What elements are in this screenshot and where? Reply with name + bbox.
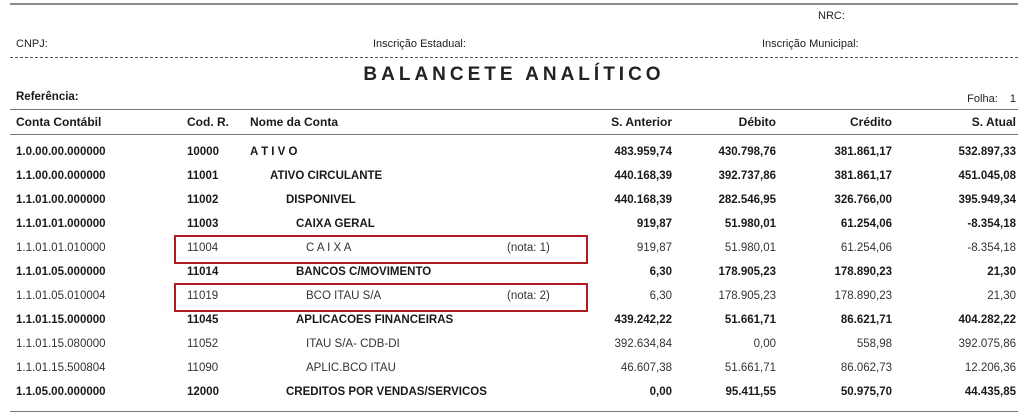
- col-s-anterior: S. Anterior: [611, 115, 672, 129]
- cod-r-cell: 12000: [187, 386, 219, 398]
- col-credito: Crédito: [850, 115, 892, 129]
- col-nome-da-conta: Nome da Conta: [250, 115, 339, 129]
- table-row: [10, 382, 1018, 406]
- report-title: BALANCETE ANALÍTICO: [363, 64, 665, 85]
- s-atual-cell: -8.354,18: [967, 242, 1016, 254]
- cod-r-cell: 11052: [187, 338, 219, 350]
- nome-da-conta-cell: ATIVO CIRCULANTE: [270, 170, 383, 182]
- col-conta-contabil: Conta Contábil: [16, 115, 102, 129]
- top-rule: [10, 3, 1018, 5]
- nome-da-conta-cell: DISPONIVEL: [286, 194, 356, 206]
- conta-contabil-cell: 1.1.01.05.010004: [16, 290, 106, 302]
- s-anterior-cell: 392.634,84: [614, 338, 672, 350]
- conta-contabil-cell: 1.1.01.01.010000: [16, 242, 106, 254]
- folha-indicator: [967, 93, 1016, 105]
- conta-contabil-cell: 1.1.01.05.000000: [16, 266, 106, 278]
- conta-contabil-cell: 1.1.01.00.000000: [16, 194, 106, 206]
- report-page: [10, 0, 1018, 417]
- conta-contabil-cell: 1.0.00.00.000000: [16, 146, 106, 158]
- conta-contabil-cell: 1.1.01.15.000000: [16, 314, 106, 326]
- debito-cell: 51.980,01: [724, 242, 776, 254]
- s-atual-cell: -8.354,18: [967, 218, 1016, 230]
- nome-da-conta-cell: APLIC.BCO ITAU: [306, 362, 396, 374]
- nome-da-conta-cell: BCO ITAU S/A: [306, 290, 382, 302]
- debito-cell: 0,00: [753, 338, 776, 350]
- s-anterior-cell: 46.607,38: [620, 362, 672, 374]
- s-anterior-cell: 440.168,39: [614, 170, 672, 182]
- cod-r-cell: 11001: [187, 170, 219, 182]
- header-bottom-rule: [10, 134, 1018, 135]
- s-anterior-cell: 919,87: [636, 242, 672, 254]
- nome-da-conta-cell: C A I X A: [306, 242, 352, 254]
- conta-contabil-cell: 1.1.01.15.080000: [16, 338, 106, 350]
- cod-r-cell: 11002: [187, 194, 219, 206]
- cod-r-cell: 11003: [187, 218, 219, 230]
- table-row: [10, 334, 1018, 358]
- col-cod-r: Cod. R.: [187, 115, 229, 129]
- folha-label: Folha:: [967, 93, 998, 105]
- debito-cell: 282.546,95: [718, 194, 776, 206]
- nome-da-conta-cell: BANCOS C/MOVIMENTO: [296, 266, 432, 278]
- table-row: [10, 190, 1018, 214]
- s-atual-cell: 392.075,86: [958, 338, 1016, 350]
- s-anterior-cell: 0,00: [649, 386, 672, 398]
- nome-da-conta-cell: A T I V O: [250, 146, 298, 158]
- s-anterior-cell: 483.959,74: [614, 146, 672, 158]
- col-debito: Débito: [738, 115, 776, 129]
- credito-cell: 558,98: [856, 338, 892, 350]
- debito-cell: 430.798,76: [718, 146, 776, 158]
- credito-cell: 86.062,73: [840, 362, 892, 374]
- credito-cell: 86.621,71: [840, 314, 892, 326]
- conta-contabil-cell: 1.1.01.15.500804: [16, 362, 106, 374]
- debito-cell: 51.661,71: [724, 314, 776, 326]
- bottom-rule: [10, 411, 1018, 412]
- cod-r-cell: 11019: [187, 290, 219, 302]
- folha-value: 1: [1009, 93, 1016, 105]
- referencia-label: Referência:: [16, 91, 79, 103]
- table-row: [10, 286, 1018, 310]
- debito-cell: 178.905,23: [718, 266, 776, 278]
- cod-r-cell: 11090: [187, 362, 219, 374]
- nome-da-conta-cell: CREDITOS POR VENDAS/SERVICOS: [286, 386, 487, 398]
- table-row: [10, 310, 1018, 334]
- s-anterior-cell: 440.168,39: [614, 194, 672, 206]
- table-row: [10, 358, 1018, 382]
- nota-cell: (nota: 1): [507, 242, 550, 254]
- nota-cell: (nota: 2): [507, 290, 550, 302]
- credito-cell: 61.254,06: [840, 218, 892, 230]
- debito-cell: 392.737,86: [718, 170, 776, 182]
- nome-da-conta-cell: APLICACOES FINANCEIRAS: [296, 314, 454, 326]
- nrc-label: NRC:: [818, 10, 845, 22]
- cod-r-cell: 11014: [187, 266, 219, 278]
- nome-da-conta-cell: ITAU S/A- CDB-DI: [306, 338, 400, 350]
- credito-cell: 178.890,23: [834, 266, 892, 278]
- credito-cell: 381.861,17: [834, 146, 892, 158]
- s-atual-cell: 44.435,85: [964, 386, 1016, 398]
- s-atual-cell: 404.282,22: [958, 314, 1016, 326]
- credito-cell: 178.890,23: [834, 290, 892, 302]
- inscricao-municipal-label: Inscrição Municipal:: [762, 38, 859, 50]
- credito-cell: 381.861,17: [834, 170, 892, 182]
- s-atual-cell: 12.206,36: [964, 362, 1016, 374]
- s-atual-cell: 21,30: [987, 266, 1016, 278]
- dashed-divider: [10, 57, 1018, 58]
- s-anterior-cell: 919,87: [636, 218, 672, 230]
- credito-cell: 61.254,06: [840, 242, 892, 254]
- table-row: [10, 238, 1018, 262]
- table-row: [10, 142, 1018, 166]
- table-row: [10, 166, 1018, 190]
- s-anterior-cell: 6,30: [649, 290, 672, 302]
- highlight-box: [174, 235, 588, 264]
- s-atual-cell: 21,30: [987, 290, 1016, 302]
- credito-cell: 326.766,00: [834, 194, 892, 206]
- debito-cell: 51.980,01: [724, 218, 776, 230]
- debito-cell: 178.905,23: [718, 290, 776, 302]
- s-atual-cell: 451.045,08: [958, 170, 1016, 182]
- s-anterior-cell: 6,30: [649, 266, 672, 278]
- cnpj-label: CNPJ:: [16, 38, 48, 50]
- conta-contabil-cell: 1.1.01.01.000000: [16, 218, 106, 230]
- debito-cell: 95.411,55: [725, 386, 776, 398]
- nome-da-conta-cell: CAIXA GERAL: [296, 218, 375, 230]
- conta-contabil-cell: 1.1.00.00.000000: [16, 170, 106, 182]
- header-top-rule: [10, 109, 1018, 110]
- s-anterior-cell: 439.242,22: [614, 314, 672, 326]
- debito-cell: 51.661,71: [724, 362, 776, 374]
- conta-contabil-cell: 1.1.05.00.000000: [16, 386, 106, 398]
- cod-r-cell: 10000: [187, 146, 219, 158]
- s-atual-cell: 395.949,34: [958, 194, 1016, 206]
- highlight-box: [174, 283, 588, 312]
- s-atual-cell: 532.897,33: [958, 146, 1016, 158]
- cod-r-cell: 11004: [187, 242, 219, 254]
- inscricao-estadual-label: Inscrição Estadual:: [373, 38, 466, 50]
- col-s-atual: S. Atual: [971, 115, 1016, 129]
- cod-r-cell: 11045: [187, 314, 219, 326]
- credito-cell: 50.975,70: [840, 386, 892, 398]
